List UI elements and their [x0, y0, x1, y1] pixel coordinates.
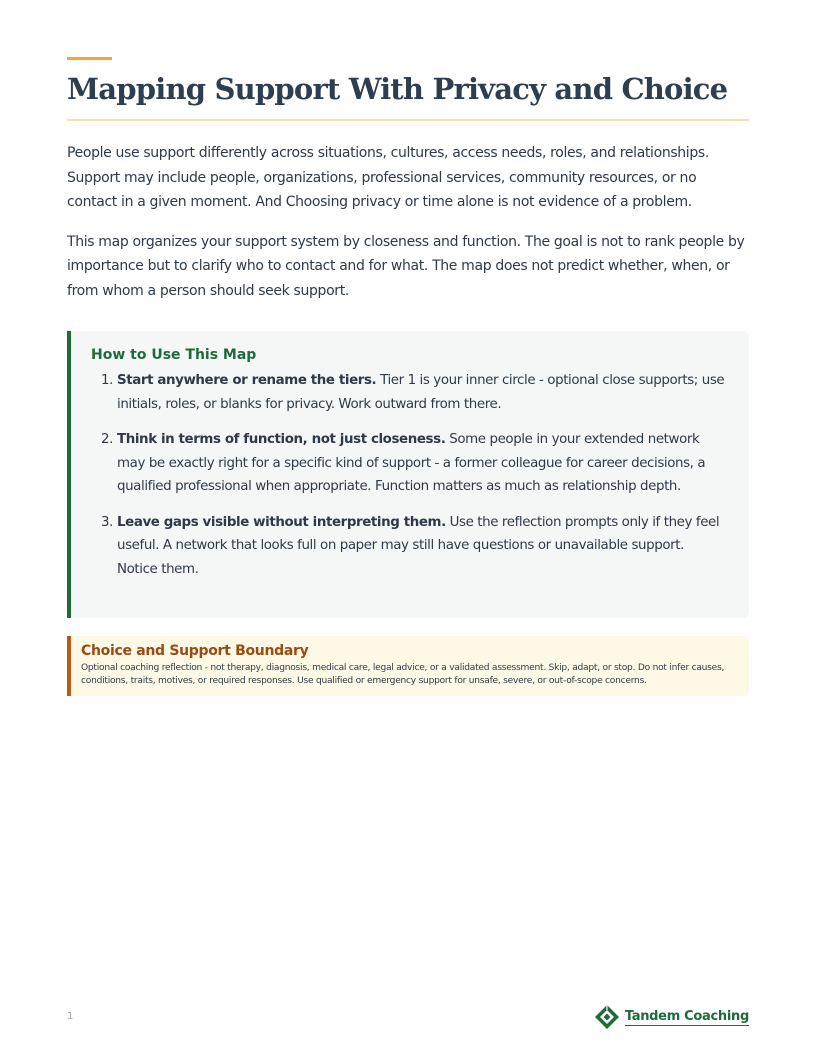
step-lead: Leave gaps visible without interpreting them.: [117, 514, 446, 530]
page-number: 1: [67, 1011, 74, 1022]
page-title: Mapping Support With Privacy and Choice: [67, 72, 728, 106]
how-to-step: [91, 369, 725, 416]
step-number: 3.: [101, 514, 113, 530]
how-to-steps: [91, 369, 725, 581]
how-to-step: [91, 511, 725, 582]
how-to-callout: [67, 331, 749, 618]
step-text: Some people in your extended network may be exactly right for a specific kind of support - a former colleague for career decisions, a qualified professional when appropriate. Function matters as much as relationship depth.: [117, 432, 706, 494]
step-number: 1.: [101, 373, 113, 388]
step-number: 2.: [101, 432, 113, 447]
intro-paragraph: People use support differently across situations, cultures, access needs, roles, and relationships. Support may include people, organizations, professional services, community resources, or no contact in a given moment. And Choosing privacy or time alone is not evidence of a problem.: [67, 145, 709, 210]
boundary-callout: [67, 636, 749, 696]
brand-name: Tandem Coaching: [624, 1008, 749, 1024]
title-accent-bar: [67, 57, 112, 60]
intro-paragraph: This map organizes your support system by closeness and function. The goal is not to rank people by importance but to clarify who to contact and for what. The map does not predict whether, when, or from whom a person should seek support.: [67, 233, 745, 299]
step-text: Use the reflection prompts only if they feel useful. A network that looks full on paper may still have questions or unavailable support. Notice them.: [117, 514, 720, 577]
step-body: [117, 428, 725, 499]
step-lead: Start anywhere or rename the tiers.: [117, 373, 377, 388]
brand-lockup: [594, 1004, 749, 1030]
step-text: Tier 1 is your inner circle - optional close supports; use initials, roles, or blanks for privacy. Work outward from there.: [117, 373, 725, 412]
intro-section: [67, 141, 749, 318]
step-lead: Think in terms of function, not just closeness.: [117, 432, 446, 447]
how-to-step: [91, 428, 725, 499]
tandem-diamond-logo-icon: [594, 1004, 620, 1030]
boundary-title: Choice and Support Boundary: [81, 643, 309, 659]
step-body: [117, 511, 725, 582]
title-divider: [67, 119, 749, 121]
document-page: [67, 0, 749, 1056]
boundary-text: Optional coaching reflection - not therapy, diagnosis, medical care, legal advice, or a validated assessment. Skip, adapt, or stop. Do not infer causes, conditions, traits, motives, or required responses. Use qualified or emergency support for unsafe, severe, or out-of-scope concerns.: [81, 663, 725, 686]
how-to-title: How to Use This Map: [91, 347, 257, 363]
step-body: [117, 369, 725, 416]
